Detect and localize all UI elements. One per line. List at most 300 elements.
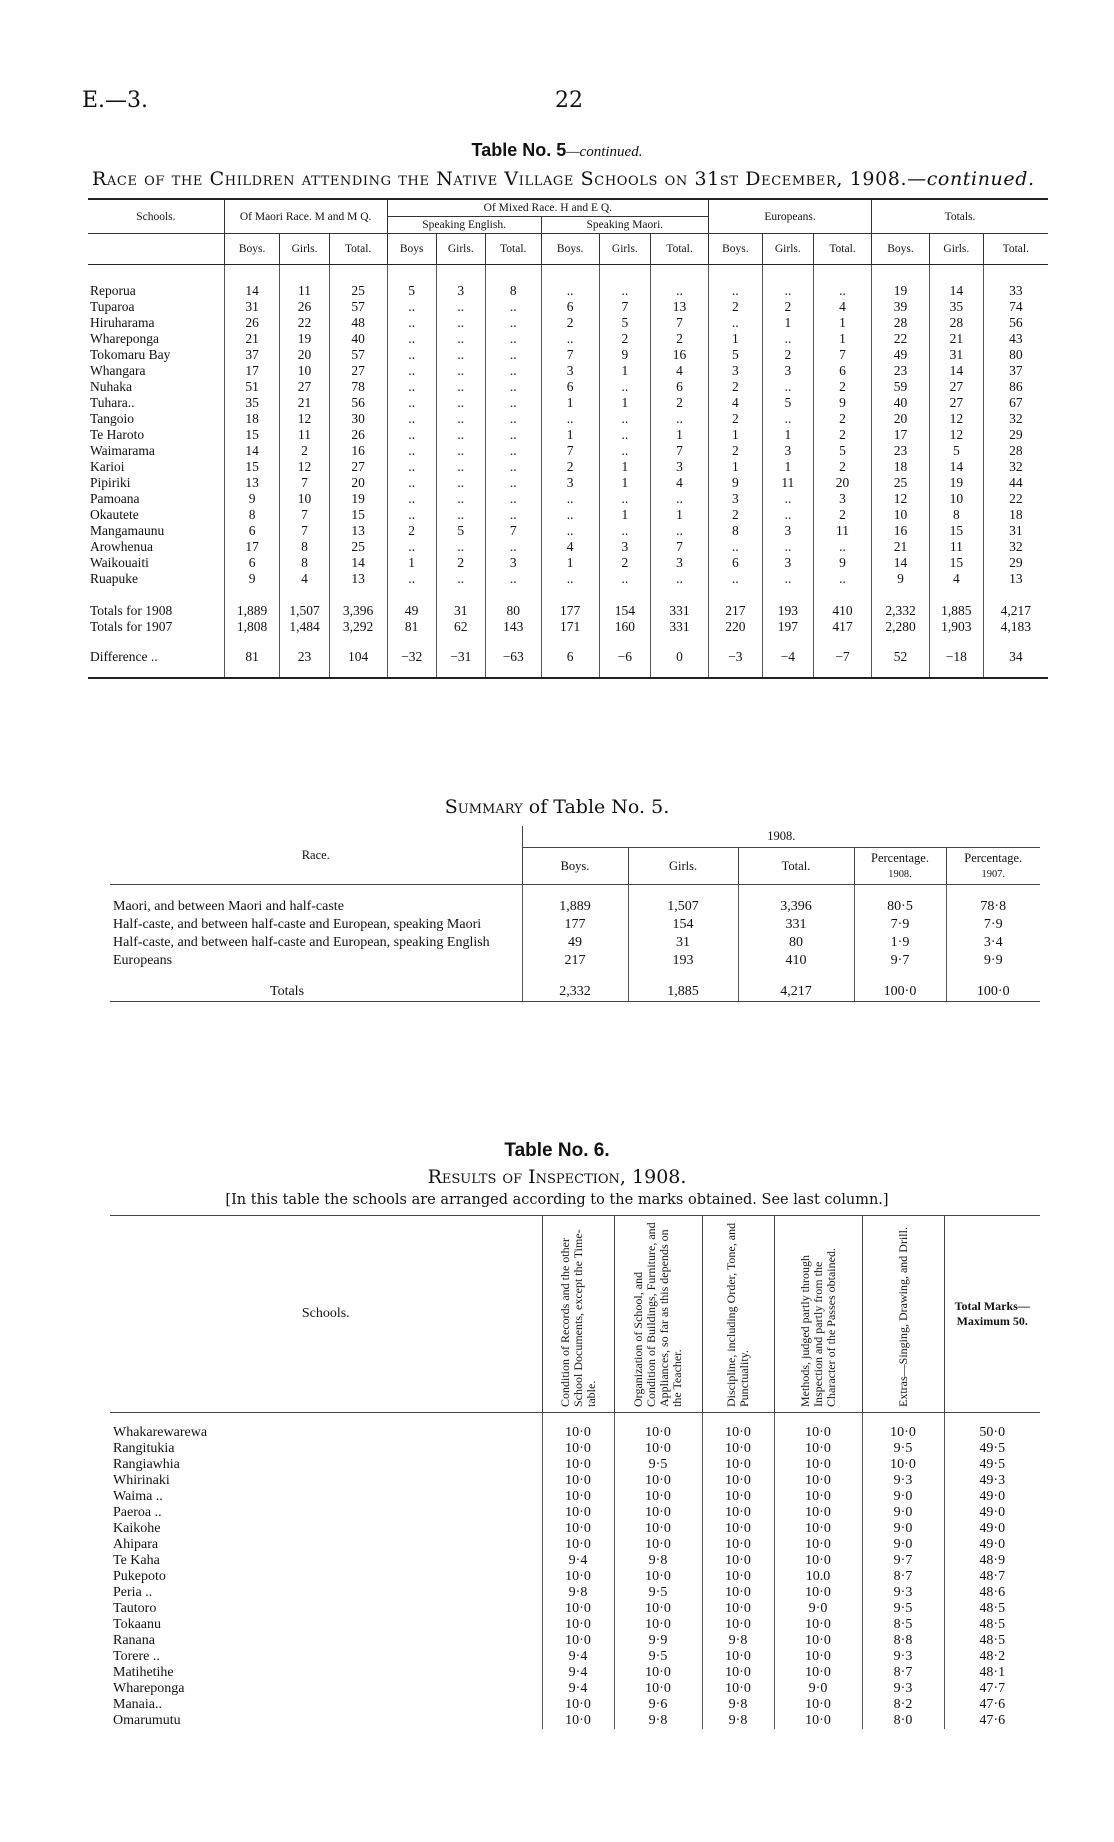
cell-value: 26	[280, 299, 329, 315]
cell-value: 80·5	[854, 885, 946, 917]
cell-value: ..	[541, 491, 599, 507]
cell-value: ..	[599, 427, 650, 443]
cell-value: ..	[485, 347, 541, 363]
cell-value: 10·0	[702, 1617, 774, 1633]
summary-pct1908-header	[854, 848, 946, 885]
cell-value: 48·2	[944, 1649, 1040, 1665]
cell-value: 220	[709, 619, 763, 635]
cell-value: 20	[329, 475, 387, 491]
cell-value: 28	[930, 315, 984, 331]
table-row	[110, 1681, 1040, 1697]
cell-value: ..	[485, 299, 541, 315]
cell-value: 10·0	[774, 1617, 862, 1633]
summary-pct1908-label: Percentage.	[871, 851, 929, 865]
cell-value: 10·0	[702, 1457, 774, 1473]
table-row	[88, 507, 1048, 523]
cell-value: 21	[872, 539, 930, 555]
cell-value: 9·0	[862, 1505, 944, 1521]
cell-value: 80	[738, 934, 854, 952]
table-row	[88, 571, 1048, 587]
cell-value: 10·0	[542, 1413, 614, 1442]
row-label: Te Haroto	[90, 427, 145, 442]
cell-value: ..	[485, 459, 541, 475]
cell-value: 17	[224, 363, 280, 379]
cell-value: 86	[983, 379, 1048, 395]
cell-value: 10·0	[774, 1413, 862, 1442]
cell-value: 10·0	[614, 1617, 702, 1633]
table6-discipline-header	[702, 1216, 774, 1413]
cell-value: ..	[436, 459, 485, 475]
cell-value: 10·0	[614, 1569, 702, 1585]
cell-value: 49·0	[944, 1505, 1040, 1521]
col-girls: Girls.	[436, 234, 485, 265]
cell-value: ..	[762, 491, 813, 507]
row-label: Rangitukia	[113, 1441, 175, 1456]
summary-boys-header: Boys.	[522, 848, 628, 885]
table5-schools-header: Schools.	[88, 199, 224, 234]
cell-value: 10·0	[774, 1633, 862, 1649]
cell-value: 51	[224, 379, 280, 395]
cell-value: ..	[387, 395, 436, 411]
summary-race-header: Race.	[110, 826, 522, 885]
cell-value: 8·8	[862, 1633, 944, 1649]
cell-value: 12	[280, 411, 329, 427]
cell-value: 81	[387, 619, 436, 635]
cell-value: 9·7	[854, 952, 946, 970]
cell-value: 1,507	[628, 885, 738, 917]
cell-value: ..	[541, 571, 599, 587]
cell-value: ..	[485, 427, 541, 443]
cell-value: 7·9	[854, 916, 946, 934]
cell-value: 9·5	[614, 1649, 702, 1665]
cell-value: ..	[387, 299, 436, 315]
cell-value: 4,217	[738, 970, 854, 1002]
row-label: Waikouaiti	[90, 555, 149, 570]
cell-value: 33	[983, 265, 1048, 300]
cell-value: 8·7	[862, 1569, 944, 1585]
cell-value: 8	[930, 507, 984, 523]
cell-value: 2	[280, 443, 329, 459]
summary-pct1907-label: Percentage.	[964, 851, 1023, 865]
cell-value: 35	[930, 299, 984, 315]
table6-organization-header	[614, 1216, 702, 1413]
cell-value: 2	[709, 299, 763, 315]
cell-value: 10·0	[774, 1441, 862, 1457]
table-row	[88, 315, 1048, 331]
cell-value: 2	[813, 411, 871, 427]
summary-total-header: Total.	[738, 848, 854, 885]
table-row	[110, 1585, 1040, 1601]
cell-value: 2	[651, 395, 709, 411]
cell-value: 11	[762, 475, 813, 491]
totals-1907-row	[88, 619, 1048, 635]
cell-value: 10·0	[862, 1413, 944, 1442]
cell-value: 13	[651, 299, 709, 315]
cell-value: 19	[872, 265, 930, 300]
summary-girls-header: Girls.	[628, 848, 738, 885]
cell-value: 331	[651, 619, 709, 635]
cell-value: ..	[485, 539, 541, 555]
cell-value: 10·0	[702, 1521, 774, 1537]
cell-value: 1	[599, 459, 650, 475]
row-label: Whirinaki	[113, 1473, 170, 1488]
cell-value: 49·5	[944, 1457, 1040, 1473]
cell-value: 67	[983, 395, 1048, 411]
document-reference: E.—3.	[82, 88, 149, 113]
col-boys: Boys.	[224, 234, 280, 265]
row-label: Tokaanu	[113, 1617, 162, 1632]
cell-value: 7·9	[946, 916, 1040, 934]
cell-value: 1	[541, 427, 599, 443]
cell-value: 154	[628, 916, 738, 934]
table-row	[88, 475, 1048, 491]
cell-value: 7	[599, 299, 650, 315]
cell-value: 25	[872, 475, 930, 491]
summary-pct1907-header	[946, 848, 1040, 885]
table-row	[110, 1569, 1040, 1585]
cell-value: ..	[762, 379, 813, 395]
cell-value: 81	[224, 635, 280, 678]
cell-value: 10·0	[774, 1713, 862, 1729]
table6	[110, 1215, 1040, 1729]
cell-value: 49·3	[944, 1473, 1040, 1489]
cell-value: 47·7	[944, 1681, 1040, 1697]
cell-value: 3,396	[329, 587, 387, 619]
cell-value: ..	[762, 507, 813, 523]
cell-value: ..	[436, 443, 485, 459]
cell-value: 10·0	[542, 1633, 614, 1649]
cell-value: 1,507	[280, 587, 329, 619]
cell-value: 100·0	[946, 970, 1040, 1002]
summary-title-sc: Summary	[444, 796, 523, 818]
cell-value: 143	[485, 619, 541, 635]
cell-value: 1	[541, 555, 599, 571]
table-row	[110, 1489, 1040, 1505]
cell-value: ..	[485, 379, 541, 395]
cell-value: 14	[930, 265, 984, 300]
cell-value: 9·3	[862, 1473, 944, 1489]
cell-value: 23	[872, 363, 930, 379]
cell-value: 11	[930, 539, 984, 555]
cell-value: 9	[813, 555, 871, 571]
cell-value: 1	[709, 459, 763, 475]
cell-value: 1,889	[224, 587, 280, 619]
cell-value: 7	[280, 507, 329, 523]
col-total: Total.	[983, 234, 1048, 265]
cell-value: ..	[436, 491, 485, 507]
cell-value: 8	[280, 555, 329, 571]
cell-value: 19	[930, 475, 984, 491]
table-row	[88, 363, 1048, 379]
cell-value: 40	[329, 331, 387, 347]
cell-value: 31	[983, 523, 1048, 539]
cell-value: ..	[485, 411, 541, 427]
table5-totals-header: Totals.	[872, 199, 1048, 234]
table6-records-label: Condition of Records and the other School Documents, except the Time-table.	[557, 1229, 598, 1407]
cell-value: ..	[709, 265, 763, 300]
row-label: Torere ..	[113, 1649, 160, 1664]
cell-value: 7	[541, 443, 599, 459]
cell-value: ..	[651, 523, 709, 539]
cell-value: 6	[541, 379, 599, 395]
table5-blank-header	[88, 234, 224, 265]
cell-value: 9·5	[614, 1457, 702, 1473]
cell-value: 1	[387, 555, 436, 571]
cell-value: 14	[872, 555, 930, 571]
summary-table	[110, 826, 1040, 1002]
cell-value: 0	[651, 635, 709, 678]
cell-value: 31	[436, 587, 485, 619]
cell-value: 6	[224, 523, 280, 539]
cell-value: 9·8	[542, 1585, 614, 1601]
cell-value: 2	[762, 299, 813, 315]
cell-value: 74	[983, 299, 1048, 315]
cell-value: 10·0	[542, 1489, 614, 1505]
cell-value: 3	[541, 363, 599, 379]
table-row	[110, 1649, 1040, 1665]
summary-title-rest: of Table No. 5.	[528, 796, 670, 818]
cell-value: 5	[387, 265, 436, 300]
cell-value: ..	[387, 379, 436, 395]
cell-value: 3,396	[738, 885, 854, 917]
cell-value: 2	[599, 331, 650, 347]
cell-value: ..	[436, 571, 485, 587]
cell-value: 4	[541, 539, 599, 555]
row-label: Tokomaru Bay	[90, 347, 171, 362]
cell-value: ..	[762, 265, 813, 300]
cell-value: 10·0	[614, 1537, 702, 1553]
cell-value: 10·0	[542, 1537, 614, 1553]
col-girls: Girls.	[930, 234, 984, 265]
cell-value: 2	[813, 507, 871, 523]
row-label: Ranana	[113, 1633, 155, 1648]
cell-value: 48	[329, 315, 387, 331]
table-row	[110, 1617, 1040, 1633]
cell-value: 3	[762, 523, 813, 539]
cell-value: ..	[387, 507, 436, 523]
cell-value: 9·5	[862, 1441, 944, 1457]
cell-value: ..	[599, 491, 650, 507]
row-label: Half-caste, and between half-caste and European, speaking Maori	[113, 917, 482, 932]
table-row	[110, 1413, 1040, 1442]
cell-value: 14	[329, 555, 387, 571]
col-total: Total.	[813, 234, 871, 265]
col-girls: Girls.	[280, 234, 329, 265]
cell-value: ..	[541, 507, 599, 523]
cell-value: 8	[485, 265, 541, 300]
cell-value: −3	[709, 635, 763, 678]
cell-value: 10·0	[774, 1537, 862, 1553]
cell-value: 2	[709, 379, 763, 395]
table-row	[88, 555, 1048, 571]
row-label: Pipiriki	[90, 475, 131, 490]
cell-value: 49	[387, 587, 436, 619]
cell-value: 2	[709, 443, 763, 459]
cell-value: 9·9	[946, 952, 1040, 970]
cell-value: 10·0	[702, 1681, 774, 1697]
cell-value: 9·8	[614, 1713, 702, 1729]
cell-value: 10·0	[774, 1553, 862, 1569]
cell-value: 37	[983, 363, 1048, 379]
cell-value: 331	[738, 916, 854, 934]
summary-year-header: 1908.	[522, 826, 1040, 848]
row-label: Tangoio	[90, 411, 135, 426]
col-boys: Boys.	[872, 234, 930, 265]
cell-value: 3	[651, 555, 709, 571]
cell-value: 10·0	[614, 1601, 702, 1617]
cell-value: 14	[224, 443, 280, 459]
cell-value: 6	[813, 363, 871, 379]
page-number: 22	[555, 88, 583, 113]
cell-value: 10	[872, 507, 930, 523]
cell-value: 78·8	[946, 885, 1040, 917]
cell-value: 177	[541, 587, 599, 619]
cell-value: 1	[599, 363, 650, 379]
row-label: Half-caste, and between half-caste and European, speaking English	[113, 935, 490, 950]
col-boys: Boys	[387, 234, 436, 265]
cell-value: 7	[813, 347, 871, 363]
table-row	[88, 523, 1048, 539]
cell-value: 9·4	[542, 1649, 614, 1665]
cell-value: ..	[709, 539, 763, 555]
cell-value: 197	[762, 619, 813, 635]
row-label: Kaikohe	[113, 1521, 161, 1536]
table5-subtitle-suffix: —continued.	[907, 168, 1035, 190]
col-girls: Girls.	[599, 234, 650, 265]
cell-value: −31	[436, 635, 485, 678]
row-label: Pamoana	[90, 491, 140, 506]
cell-value: 49·0	[944, 1521, 1040, 1537]
cell-value: 9	[599, 347, 650, 363]
cell-value: 14	[224, 265, 280, 300]
cell-value: 10·0	[862, 1457, 944, 1473]
table-row	[88, 491, 1048, 507]
row-label: Difference ..	[88, 635, 224, 678]
cell-value: 10·0	[774, 1585, 862, 1601]
table5-body	[88, 265, 1048, 679]
cell-value: 43	[983, 331, 1048, 347]
cell-value: 4	[280, 571, 329, 587]
cell-value: 10·0	[774, 1521, 862, 1537]
cell-value: ..	[387, 539, 436, 555]
cell-value: 15	[224, 427, 280, 443]
cell-value: 31	[224, 299, 280, 315]
cell-value: ..	[436, 411, 485, 427]
table5-title	[0, 140, 1114, 161]
row-label: Manaia..	[113, 1697, 162, 1712]
cell-value: 34	[983, 635, 1048, 678]
table6-discipline-label: Discipline, including Order, Tone, and Punctuality.	[724, 1222, 751, 1407]
cell-value: 22	[872, 331, 930, 347]
cell-value: 37	[224, 347, 280, 363]
cell-value: ..	[485, 571, 541, 587]
col-total: Total.	[651, 234, 709, 265]
cell-value: 10·0	[542, 1697, 614, 1713]
cell-value: 18	[872, 459, 930, 475]
cell-value: 48·5	[944, 1601, 1040, 1617]
cell-value: 16	[651, 347, 709, 363]
cell-value: 48·9	[944, 1553, 1040, 1569]
table-row	[110, 1553, 1040, 1569]
cell-value: 154	[599, 587, 650, 619]
table6-title: Table No. 6.	[504, 1140, 610, 1161]
summary-row	[110, 916, 1040, 934]
table-row	[110, 1633, 1040, 1649]
cell-value: 8·5	[862, 1617, 944, 1633]
cell-value: ..	[387, 427, 436, 443]
cell-value: 49	[522, 934, 628, 952]
cell-value: 10·0	[774, 1665, 862, 1681]
cell-value: 1,808	[224, 619, 280, 635]
cell-value: 29	[983, 427, 1048, 443]
row-label: Okautete	[90, 507, 139, 522]
cell-value: 9·4	[542, 1665, 614, 1681]
cell-value: 1,889	[522, 885, 628, 917]
cell-value: 16	[329, 443, 387, 459]
cell-value: ..	[436, 475, 485, 491]
cell-value: 10·0	[702, 1601, 774, 1617]
cell-value: 10·0	[542, 1505, 614, 1521]
cell-value: 7	[280, 523, 329, 539]
cell-value: 3	[436, 265, 485, 300]
cell-value: 9	[224, 571, 280, 587]
cell-value: 32	[983, 459, 1048, 475]
cell-value: 6	[541, 635, 599, 678]
cell-value: 10·0	[702, 1585, 774, 1601]
cell-value: 9·9	[614, 1633, 702, 1649]
cell-value: 48·5	[944, 1617, 1040, 1633]
cell-value: 15	[930, 523, 984, 539]
cell-value: 47·6	[944, 1713, 1040, 1729]
cell-value: 7	[651, 443, 709, 459]
cell-value: 1	[599, 507, 650, 523]
table5-speaking-english-header: Speaking English.	[387, 217, 541, 234]
cell-value: 10·0	[614, 1505, 702, 1521]
cell-value: 10·0	[542, 1601, 614, 1617]
cell-value: 2	[599, 555, 650, 571]
cell-value: ..	[813, 571, 871, 587]
cell-value: 10·0	[614, 1521, 702, 1537]
cell-value: 27	[280, 379, 329, 395]
cell-value: 3	[709, 491, 763, 507]
table5-title-suffix: —continued.	[566, 144, 643, 160]
cell-value: ..	[387, 475, 436, 491]
cell-value: 5	[436, 523, 485, 539]
cell-value: 4	[651, 475, 709, 491]
table5	[88, 198, 1048, 679]
cell-value: 1	[762, 459, 813, 475]
cell-value: 2	[709, 411, 763, 427]
cell-value: 4	[709, 395, 763, 411]
cell-value: ..	[599, 379, 650, 395]
cell-value: 9·0	[862, 1489, 944, 1505]
cell-value: 2	[436, 555, 485, 571]
cell-value: ..	[599, 411, 650, 427]
cell-value: 4,183	[983, 619, 1048, 635]
cell-value: 7	[541, 347, 599, 363]
summary-totals-row	[110, 970, 1040, 1002]
cell-value: ..	[436, 427, 485, 443]
cell-value: 39	[872, 299, 930, 315]
cell-value: 9	[813, 395, 871, 411]
cell-value: 11	[280, 427, 329, 443]
cell-value: 410	[738, 952, 854, 970]
cell-value: −4	[762, 635, 813, 678]
cell-value: 80	[983, 347, 1048, 363]
cell-value: 4,217	[983, 587, 1048, 619]
cell-value: 13	[983, 571, 1048, 587]
cell-value: 27	[329, 363, 387, 379]
